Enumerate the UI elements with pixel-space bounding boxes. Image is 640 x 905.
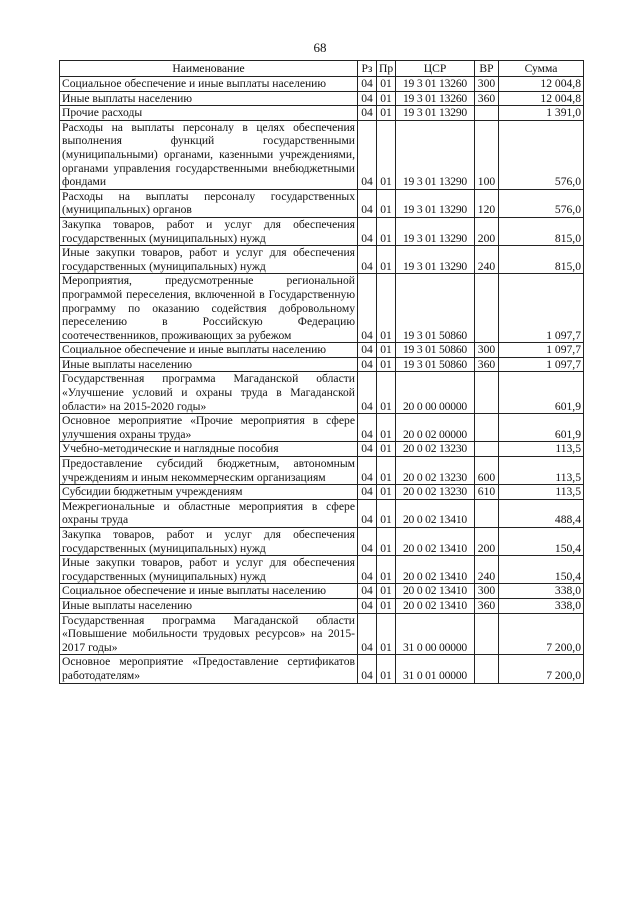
row-csr-cell: 19 3 01 50860 — [396, 343, 475, 358]
row-pr-cell: 01 — [377, 598, 396, 613]
row-sum-cell: 338,0 — [499, 598, 584, 613]
table-row — [60, 499, 584, 527]
row-pr-cell: 01 — [377, 91, 396, 106]
row-sum-cell: 7 200,0 — [499, 613, 584, 655]
table-row — [60, 246, 584, 274]
row-pr-cell: 01 — [377, 120, 396, 189]
row-csr-cell: 20 0 02 13410 — [396, 499, 475, 527]
row-vr-cell: 360 — [475, 91, 499, 106]
row-name-cell: Закупка товаров, работ и услуг для обеспечения государственных (муниципальных) нужд — [60, 217, 358, 245]
row-csr-cell: 19 3 01 13290 — [396, 120, 475, 189]
table-row — [60, 189, 584, 217]
row-pr-cell: 01 — [377, 414, 396, 442]
table-row — [60, 528, 584, 556]
row-rz-cell: 04 — [358, 91, 377, 106]
row-pr-cell: 01 — [377, 442, 396, 457]
row-vr-cell: 610 — [475, 485, 499, 500]
row-rz-cell: 04 — [358, 457, 377, 485]
row-sum-cell: 1 097,7 — [499, 274, 584, 343]
row-rz-cell: 04 — [358, 120, 377, 189]
row-rz-cell: 04 — [358, 414, 377, 442]
row-name-cell: Закупка товаров, работ и услуг для обеспечения государственных (муниципальных) нужд — [60, 528, 358, 556]
table-row — [60, 655, 584, 683]
row-csr-cell: 20 0 02 13410 — [396, 598, 475, 613]
table-row — [60, 91, 584, 106]
table-row — [60, 584, 584, 599]
row-rz-cell: 04 — [358, 357, 377, 372]
row-name-cell: Государственная программа Магаданской области «Улучшение условий и охраны труда в Магаданской области» на 2015-2020 годы» — [60, 372, 358, 414]
row-pr-cell: 01 — [377, 106, 396, 121]
row-pr-cell: 01 — [377, 613, 396, 655]
table-row — [60, 485, 584, 500]
row-csr-cell: 19 3 01 13290 — [396, 217, 475, 245]
row-pr-cell: 01 — [377, 77, 396, 92]
page-number: 68 — [313, 40, 327, 55]
row-sum-cell: 7 200,0 — [499, 655, 584, 683]
row-name-cell: Государственная программа Магаданской области «Повышение мобильности трудовых ресурсов» на 2015-2017 годы» — [60, 613, 358, 655]
table-row — [60, 106, 584, 121]
row-vr-cell — [475, 106, 499, 121]
row-sum-cell: 150,4 — [499, 528, 584, 556]
table-row — [60, 357, 584, 372]
row-sum-cell: 113,5 — [499, 485, 584, 500]
row-rz-cell: 04 — [358, 106, 377, 121]
table-row — [60, 556, 584, 584]
row-rz-cell: 04 — [358, 556, 377, 584]
row-rz-cell: 04 — [358, 442, 377, 457]
row-name-cell: Социальное обеспечение и иные выплаты населению — [60, 584, 358, 599]
row-rz-cell: 04 — [358, 584, 377, 599]
row-name-cell: Иные выплаты населению — [60, 91, 358, 106]
row-csr-cell: 19 3 01 13260 — [396, 91, 475, 106]
table-row — [60, 343, 584, 358]
row-rz-cell: 04 — [358, 598, 377, 613]
row-pr-cell: 01 — [377, 485, 396, 500]
row-sum-cell: 12 004,8 — [499, 77, 584, 92]
row-vr-cell — [475, 414, 499, 442]
row-pr-cell: 01 — [377, 556, 396, 584]
row-name-cell: Предоставление субсидий бюджетным, автономным учреждениям и иным некоммерческим организациям — [60, 457, 358, 485]
row-vr-cell: 240 — [475, 556, 499, 584]
table-header-row — [60, 61, 584, 77]
row-sum-cell: 601,9 — [499, 372, 584, 414]
row-sum-cell: 1 391,0 — [499, 106, 584, 121]
header-sum: Сумма — [499, 61, 584, 77]
row-name-cell: Иные выплаты населению — [60, 598, 358, 613]
row-rz-cell: 04 — [358, 189, 377, 217]
row-rz-cell: 04 — [358, 528, 377, 556]
row-name-cell: Расходы на выплаты персоналу в целях обеспечения выполнения функций государственными (муниципальными) органами, казенными учреждениями, органами управления государственными внебюджетными фондами — [60, 120, 358, 189]
table-row — [60, 217, 584, 245]
row-csr-cell: 19 3 01 50860 — [396, 357, 475, 372]
row-rz-cell: 04 — [358, 274, 377, 343]
table-row — [60, 77, 584, 92]
row-vr-cell: 100 — [475, 120, 499, 189]
row-csr-cell: 19 3 01 13290 — [396, 246, 475, 274]
row-csr-cell: 20 0 00 00000 — [396, 372, 475, 414]
row-vr-cell — [475, 613, 499, 655]
row-csr-cell: 19 3 01 13290 — [396, 106, 475, 121]
row-rz-cell: 04 — [358, 77, 377, 92]
header-rz: Рз — [358, 61, 377, 77]
row-vr-cell: 600 — [475, 457, 499, 485]
row-csr-cell: 19 3 01 13260 — [396, 77, 475, 92]
row-sum-cell: 1 097,7 — [499, 357, 584, 372]
row-pr-cell: 01 — [377, 528, 396, 556]
header-csr: ЦСР — [396, 61, 475, 77]
row-vr-cell — [475, 499, 499, 527]
row-sum-cell: 576,0 — [499, 120, 584, 189]
row-vr-cell: 300 — [475, 343, 499, 358]
row-pr-cell: 01 — [377, 372, 396, 414]
row-sum-cell: 12 004,8 — [499, 91, 584, 106]
row-sum-cell: 1 097,7 — [499, 343, 584, 358]
row-name-cell: Основное мероприятие «Предоставление сертификатов работодателям» — [60, 655, 358, 683]
row-rz-cell: 04 — [358, 499, 377, 527]
table-row — [60, 372, 584, 414]
budget-table — [59, 60, 584, 684]
row-rz-cell: 04 — [358, 613, 377, 655]
row-vr-cell — [475, 372, 499, 414]
table-row — [60, 414, 584, 442]
row-pr-cell: 01 — [377, 189, 396, 217]
row-vr-cell: 120 — [475, 189, 499, 217]
row-pr-cell: 01 — [377, 246, 396, 274]
row-vr-cell — [475, 442, 499, 457]
row-vr-cell: 300 — [475, 77, 499, 92]
row-rz-cell: 04 — [358, 655, 377, 683]
row-csr-cell: 20 0 02 13410 — [396, 528, 475, 556]
row-vr-cell: 360 — [475, 357, 499, 372]
table-row — [60, 442, 584, 457]
row-sum-cell: 488,4 — [499, 499, 584, 527]
row-pr-cell: 01 — [377, 343, 396, 358]
row-name-cell: Учебно-методические и наглядные пособия — [60, 442, 358, 457]
row-vr-cell: 360 — [475, 598, 499, 613]
row-sum-cell: 150,4 — [499, 556, 584, 584]
row-sum-cell: 815,0 — [499, 217, 584, 245]
row-sum-cell: 113,5 — [499, 442, 584, 457]
row-csr-cell: 20 0 02 13230 — [396, 485, 475, 500]
table-row — [60, 274, 584, 343]
row-name-cell: Субсидии бюджетным учреждениям — [60, 485, 358, 500]
row-name-cell: Социальное обеспечение и иные выплаты населению — [60, 343, 358, 358]
row-sum-cell: 113,5 — [499, 457, 584, 485]
row-vr-cell: 300 — [475, 584, 499, 599]
row-name-cell: Социальное обеспечение и иные выплаты населению — [60, 77, 358, 92]
row-rz-cell: 04 — [358, 246, 377, 274]
table-body — [60, 77, 584, 684]
row-name-cell: Иные закупки товаров, работ и услуг для обеспечения государственных (муниципальных) нужд — [60, 556, 358, 584]
row-rz-cell: 04 — [358, 372, 377, 414]
row-name-cell: Иные выплаты населению — [60, 357, 358, 372]
row-rz-cell: 04 — [358, 485, 377, 500]
row-sum-cell: 815,0 — [499, 246, 584, 274]
table-row — [60, 120, 584, 189]
header-pr: Пр — [377, 61, 396, 77]
row-vr-cell: 200 — [475, 217, 499, 245]
header-name: Наименование — [60, 61, 358, 77]
header-vr: ВР — [475, 61, 499, 77]
row-name-cell: Иные закупки товаров, работ и услуг для обеспечения государственных (муниципальных) нужд — [60, 246, 358, 274]
row-csr-cell: 20 0 02 13410 — [396, 584, 475, 599]
row-name-cell: Межрегиональные и областные мероприятия в сфере охраны труда — [60, 499, 358, 527]
row-pr-cell: 01 — [377, 217, 396, 245]
row-csr-cell: 19 3 01 13290 — [396, 189, 475, 217]
row-csr-cell: 31 0 00 00000 — [396, 613, 475, 655]
row-csr-cell: 20 0 02 00000 — [396, 414, 475, 442]
row-rz-cell: 04 — [358, 217, 377, 245]
row-name-cell: Основное мероприятие «Прочие мероприятия в сфере улучшения охраны труда» — [60, 414, 358, 442]
row-sum-cell: 601,9 — [499, 414, 584, 442]
table-row — [60, 598, 584, 613]
row-pr-cell: 01 — [377, 655, 396, 683]
row-pr-cell: 01 — [377, 457, 396, 485]
row-name-cell: Мероприятия, предусмотренные региональной программой переселения, включенной в Государственную программу по оказанию содействия добровольному переселению в Российскую Федерацию соотечественников, проживающих за рубежом — [60, 274, 358, 343]
row-vr-cell: 200 — [475, 528, 499, 556]
row-pr-cell: 01 — [377, 274, 396, 343]
row-sum-cell: 338,0 — [499, 584, 584, 599]
row-pr-cell: 01 — [377, 499, 396, 527]
row-csr-cell: 20 0 02 13230 — [396, 442, 475, 457]
row-csr-cell: 19 3 01 50860 — [396, 274, 475, 343]
row-name-cell: Прочие расходы — [60, 106, 358, 121]
table-row — [60, 457, 584, 485]
row-vr-cell: 240 — [475, 246, 499, 274]
row-name-cell: Расходы на выплаты персоналу государственных (муниципальных) органов — [60, 189, 358, 217]
row-pr-cell: 01 — [377, 357, 396, 372]
row-vr-cell — [475, 655, 499, 683]
row-sum-cell: 576,0 — [499, 189, 584, 217]
row-csr-cell: 20 0 02 13230 — [396, 457, 475, 485]
row-csr-cell: 31 0 01 00000 — [396, 655, 475, 683]
row-vr-cell — [475, 274, 499, 343]
row-csr-cell: 20 0 02 13410 — [396, 556, 475, 584]
table-row — [60, 613, 584, 655]
row-pr-cell: 01 — [377, 584, 396, 599]
row-rz-cell: 04 — [358, 343, 377, 358]
